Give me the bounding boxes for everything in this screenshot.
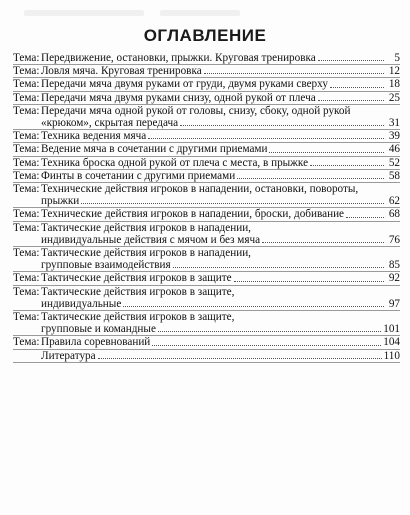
toc-entry-prefix: Тема: [13, 104, 40, 117]
dot-leader [98, 358, 382, 359]
toc-entry-title: Ловля мяча. Круговая тренировка [41, 65, 202, 78]
dot-leader [173, 267, 384, 268]
toc-entry-page: 104 [383, 336, 400, 349]
toc-entry-title: индивидуальные действия с мячом и без мяча [41, 233, 261, 246]
toc-entry-title: Технические действия игроков в нападении, остановки, повороты, [41, 183, 359, 196]
toc-entry-title: Тактические действия игроков в защите, [41, 285, 235, 298]
dot-leader [318, 100, 384, 101]
toc-entry-page: 31 [388, 117, 400, 130]
toc-entry-prefix: Тема: [13, 183, 40, 196]
toc-entry-title: Тактические действия игроков в нападении, [41, 247, 251, 260]
toc-entry-prefix: Тема: [13, 91, 40, 104]
toc-entry-title: групповые и командные [41, 323, 156, 336]
toc-entry-title: «крюком», скрытая передача [41, 117, 179, 130]
toc-entry-title: Ведение мяча в сочетании с другими приемами [41, 143, 268, 156]
toc-entry-page: 62 [388, 195, 400, 208]
toc-entry-page: 12 [388, 65, 400, 78]
toc-entry-title: групповые взаимодействия [41, 259, 171, 272]
dot-leader [234, 281, 384, 282]
toc-entry-title: Передачи мяча двумя руками от груди, двумя руками сверху [41, 78, 328, 91]
toc-entry [13, 286, 400, 311]
toc-entry-page: 68 [388, 208, 400, 221]
toc-entry-page: 92 [388, 272, 400, 285]
toc-entry-page: 25 [388, 91, 400, 104]
toc-entry-prefix: Тема: [13, 65, 40, 78]
toc-entry-page: 85 [388, 259, 400, 272]
dot-leader [204, 73, 384, 74]
toc-entry [13, 183, 400, 208]
toc-entry [13, 143, 400, 156]
toc-entry-title: Передачи мяча одной рукой от головы, снизу, сбоку, одной рукой [41, 104, 351, 117]
toc-entry [13, 92, 400, 105]
toc-entry-title: Тактические действия игроков в защите, [41, 311, 235, 324]
toc-entry [13, 170, 400, 183]
toc-entry-page: 5 [394, 52, 400, 64]
toc-entry [13, 272, 400, 285]
toc-entry-title: Техника броска одной рукой от плеча с места, в прыжке [41, 156, 309, 169]
page-title: ОГЛАВЛЕНИЕ [143, 26, 267, 45]
table-of-contents [13, 52, 400, 363]
toc-entry-prefix: Тема: [13, 156, 40, 169]
toc-entry [13, 208, 400, 221]
toc-entry-page: 110 [383, 349, 400, 362]
toc-entry-prefix: Тема: [13, 169, 40, 182]
toc-entry [13, 350, 400, 363]
toc-entry-page: 76 [388, 233, 400, 246]
toc-entry-prefix: Тема: [13, 130, 40, 143]
toc-entry [13, 311, 400, 336]
toc-entry [13, 65, 400, 78]
toc-entry-prefix: Тема: [13, 336, 40, 349]
toc-entry-page: 46 [388, 143, 400, 156]
toc-entry-prefix: Тема: [13, 285, 40, 298]
toc-entry-title: Технические действия игроков в нападении, броски, добивание [41, 208, 345, 221]
toc-entry-page: 58 [388, 169, 400, 182]
toc-entry-title: Передачи мяча двумя руками снизу, одной рукой от плеча [41, 91, 316, 104]
toc-entry [13, 78, 400, 91]
toc-entry-prefix: Тема: [13, 208, 40, 221]
toc-entry-page: 18 [388, 78, 400, 91]
dot-leader [346, 217, 384, 218]
dot-leader [310, 165, 384, 166]
toc-entry [13, 130, 400, 143]
toc-entry [13, 336, 400, 349]
toc-entry-page: 39 [388, 130, 400, 143]
toc-entry [13, 247, 400, 272]
bleed-through-text [160, 10, 240, 16]
dot-leader [237, 178, 384, 179]
dot-leader [148, 138, 384, 139]
toc-entry-title: Техника ведения мяча [41, 130, 147, 143]
toc-entry-prefix: Тема: [13, 52, 40, 64]
toc-entry [13, 105, 400, 130]
toc-entry-prefix: Тема: [13, 311, 40, 324]
toc-entry-title: Литература [41, 349, 96, 362]
dot-leader [180, 125, 384, 126]
toc-entry-title: Тактические действия игроков в защите [41, 272, 232, 285]
toc-entry-title: Передвижение, остановки, прыжки. Круговая тренировка [41, 52, 316, 64]
toc-entry-title: Тактические действия игроков в нападении, [41, 221, 251, 234]
toc-entry-prefix: Тема: [13, 143, 40, 156]
dot-leader [81, 203, 384, 204]
dot-leader [330, 87, 384, 88]
toc-entry-title: Финты в сочетании с другими приемами [41, 169, 236, 182]
toc-entry [13, 222, 400, 247]
toc-entry [13, 157, 400, 170]
toc-entry-page: 97 [388, 297, 400, 310]
toc-entry-prefix: Тема: [13, 247, 40, 260]
toc-entry [13, 52, 400, 65]
dot-leader [158, 331, 381, 332]
toc-entry-page: 101 [383, 323, 400, 336]
dot-leader [152, 345, 381, 346]
toc-entry-title: Правила соревнований [41, 336, 151, 349]
dot-leader [123, 306, 384, 307]
toc-entry-prefix: Тема: [13, 221, 40, 234]
toc-entry-page: 52 [388, 156, 400, 169]
dot-leader [318, 60, 384, 61]
toc-entry-title: индивидуальные [41, 297, 122, 310]
toc-entry-prefix: Тема: [13, 78, 40, 91]
toc-entry-title: прыжки [41, 195, 80, 208]
toc-entry-prefix: Тема: [13, 272, 40, 285]
dot-leader [269, 152, 384, 153]
bleed-through-text [24, 10, 144, 16]
dot-leader [262, 242, 384, 243]
